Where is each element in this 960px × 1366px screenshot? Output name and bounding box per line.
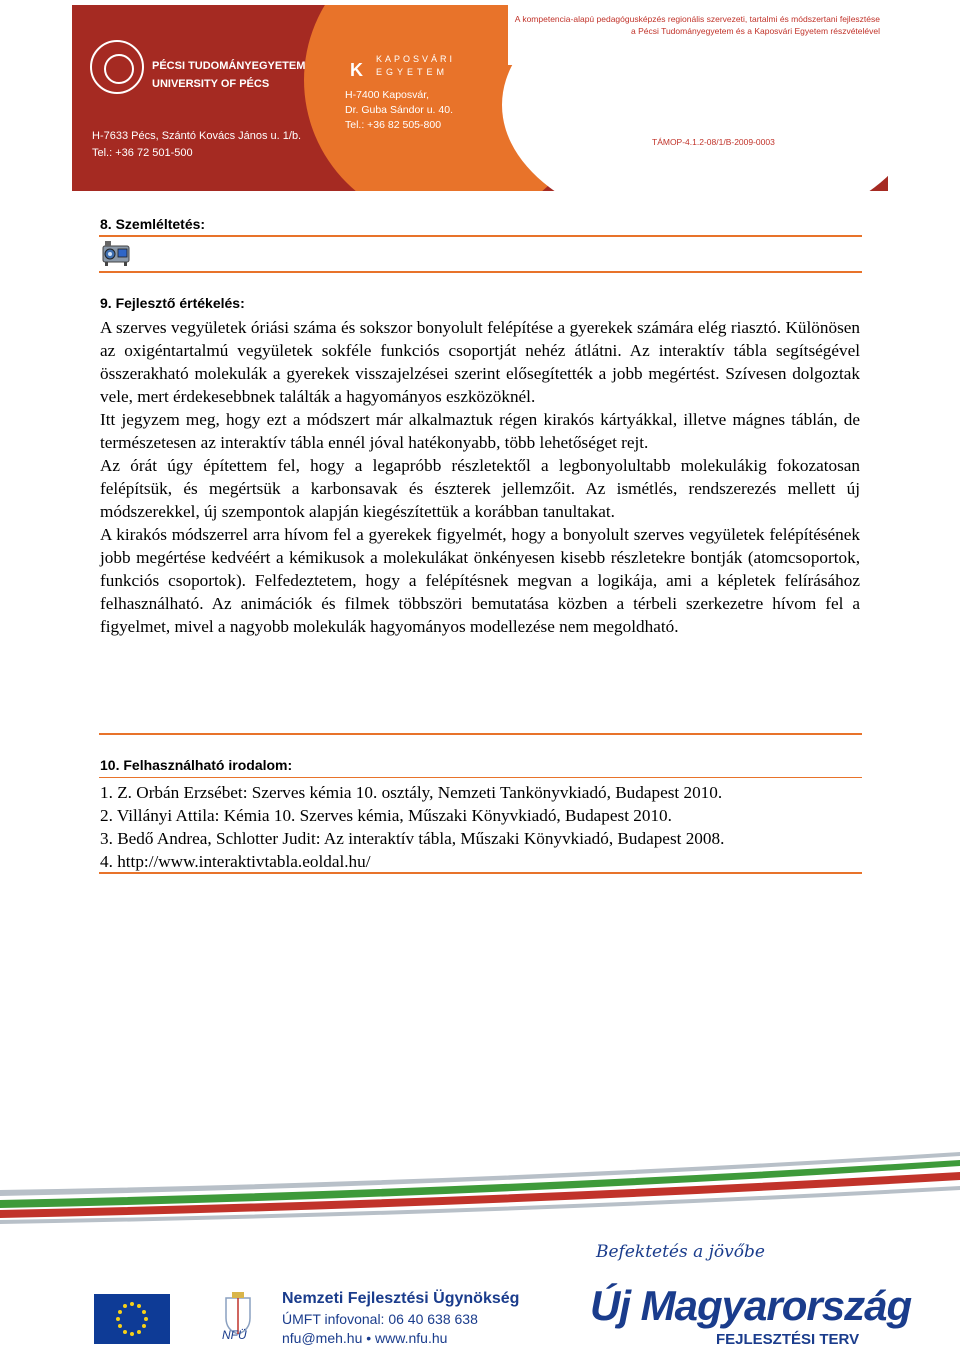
section-9-title: 9. Fejlesztő értékelés:	[100, 295, 245, 311]
evaluation-paragraph: A kirakós módszerrel arra hívom fel a gyerekek figyelmét, hogy a bonyolult szerves vegyületek felépítésének jobb megértése kedvéért a kémikusok a molekulákat önkényesen kisebb részletekre bontják (atomcsoportok, funkciós csoportok). Felfedeztetem, hogy a felépítésnek megvan a logikája, ami a képletek felírásához felhasználható. Az animációk és filmek többszöri bemutatása közben a térbeli szerkezetre hívom fel a figyelmet, mivel a nagyobb molekulák hagyományos modellezése nem megoldható.	[100, 525, 860, 636]
section-8-title: 8. Szemléltetés:	[100, 216, 206, 232]
section-10-title: 10. Felhasználható irodalom:	[100, 757, 293, 773]
project-code: TÁMOP-4.1.2-08/1/B-2009-0003	[652, 137, 775, 147]
projector-icon	[100, 238, 134, 268]
university-seal-logo	[90, 40, 144, 94]
evaluation-paragraph: Itt jegyzem meg, hogy ezt a módszert már alkalmaztuk régen kirakós kártyákkal, illetve mágnes táblán, de természetesen az interaktív tábla ennél jóval hatékonyabb, több lehetőséget rejt.	[100, 410, 860, 452]
section-divider	[99, 777, 862, 778]
ke-address-1: H-7400 Kaposvár,	[345, 89, 430, 101]
project-line-1: A kompetencia-alapú pedagógusképzés regionális szervezeti, tartalmi és módszertani fejlesztése	[514, 14, 880, 24]
header-banner	[72, 5, 888, 191]
reference-list	[100, 781, 860, 873]
kaposvar-logo: K	[350, 60, 363, 80]
evaluation-paragraph: Az órát úgy építettem fel, hogy a legapróbb részletektől a legbonyolultabb molekulákig fokozatosan felépítsük, és megértsük a karbonsavak és észterek jellemzőit. Az ismétlés, rendszerezés mellett új módszerekkel, új szempontok alapján kiegészítettük a korábban tanultakat.	[100, 456, 860, 521]
section-divider	[99, 271, 862, 273]
hungarian-coat-of-arms-logo	[218, 1290, 258, 1345]
evaluation-paragraph: A szerves vegyületek óriási száma és sokszor bonyolult felépítése a gyerekek számára elég riasztó. Különösen az oxigéntartalmú vegyületek sokféle funkciós csoportját nehéz átlátni. Az interaktív tábla segítségével összerakható molekulák a gyerekek visszajelzései szerint elősegítették a jobb megértést. Szívesen dolgoztak vele, mert érdekesebbnek találták a hagyományos eszközöknél.	[100, 318, 860, 406]
eu-flag-logo	[94, 1294, 170, 1344]
ke-name-2: EGYETEM	[376, 67, 449, 77]
ke-name-1: KAPOSVÁRI	[376, 54, 456, 64]
pte-address: H-7633 Pécs, Szántó Kovács János u. 1/b.	[92, 130, 302, 142]
reference-item: 3. Bedő Andrea, Schlotter Judit: Az interaktív tábla, Műszaki Könyvkiadó, Budapest 2008.	[100, 829, 725, 848]
plan-subtitle: FEJLESZTÉSI TERV	[716, 1331, 860, 1348]
ke-address-2: Dr. Guba Sándor u. 40.	[345, 104, 453, 116]
reference-item: 2. Villányi Attila: Kémia 10. Szerves kémia, Műszaki Könyvkiadó, Budapest 2010.	[100, 806, 672, 825]
university-name-hu: PÉCSI TUDOMÁNYEGYETEM	[152, 60, 306, 72]
section-divider	[99, 733, 862, 735]
reference-item: 4. http://www.interaktivtabla.eoldal.hu/	[100, 852, 371, 871]
footer-slogan: Befektetés a jövőbe	[596, 1242, 765, 1262]
university-name-en: UNIVERSITY OF PÉCS	[152, 78, 270, 90]
agency-name: Nemzeti Fejlesztési Ügynökség	[282, 1290, 520, 1307]
ke-phone: Tel.: +36 82 505-800	[345, 119, 442, 131]
section-divider	[99, 872, 862, 874]
footer-stripes	[0, 1150, 960, 1230]
agency-contacts: nfu@meh.hu • www.nfu.hu	[282, 1330, 448, 1346]
plan-title: Új Magyarország	[590, 1282, 912, 1329]
agency-infoline: ÚMFT infovonal: 06 40 638 638	[282, 1311, 478, 1327]
nfu-short-label: NFÜ	[222, 1328, 247, 1342]
section-divider	[99, 235, 862, 237]
project-line-2: a Pécsi Tudományegyetem és a Kaposvári Egyetem részvételével	[631, 26, 880, 36]
evaluation-text	[100, 316, 860, 638]
pte-phone: Tel.: +36 72 501-500	[92, 147, 193, 159]
reference-item: 1. Z. Orbán Erzsébet: Szerves kémia 10. osztály, Nemzeti Tankönyvkiadó, Budapest 2010.	[100, 783, 723, 802]
